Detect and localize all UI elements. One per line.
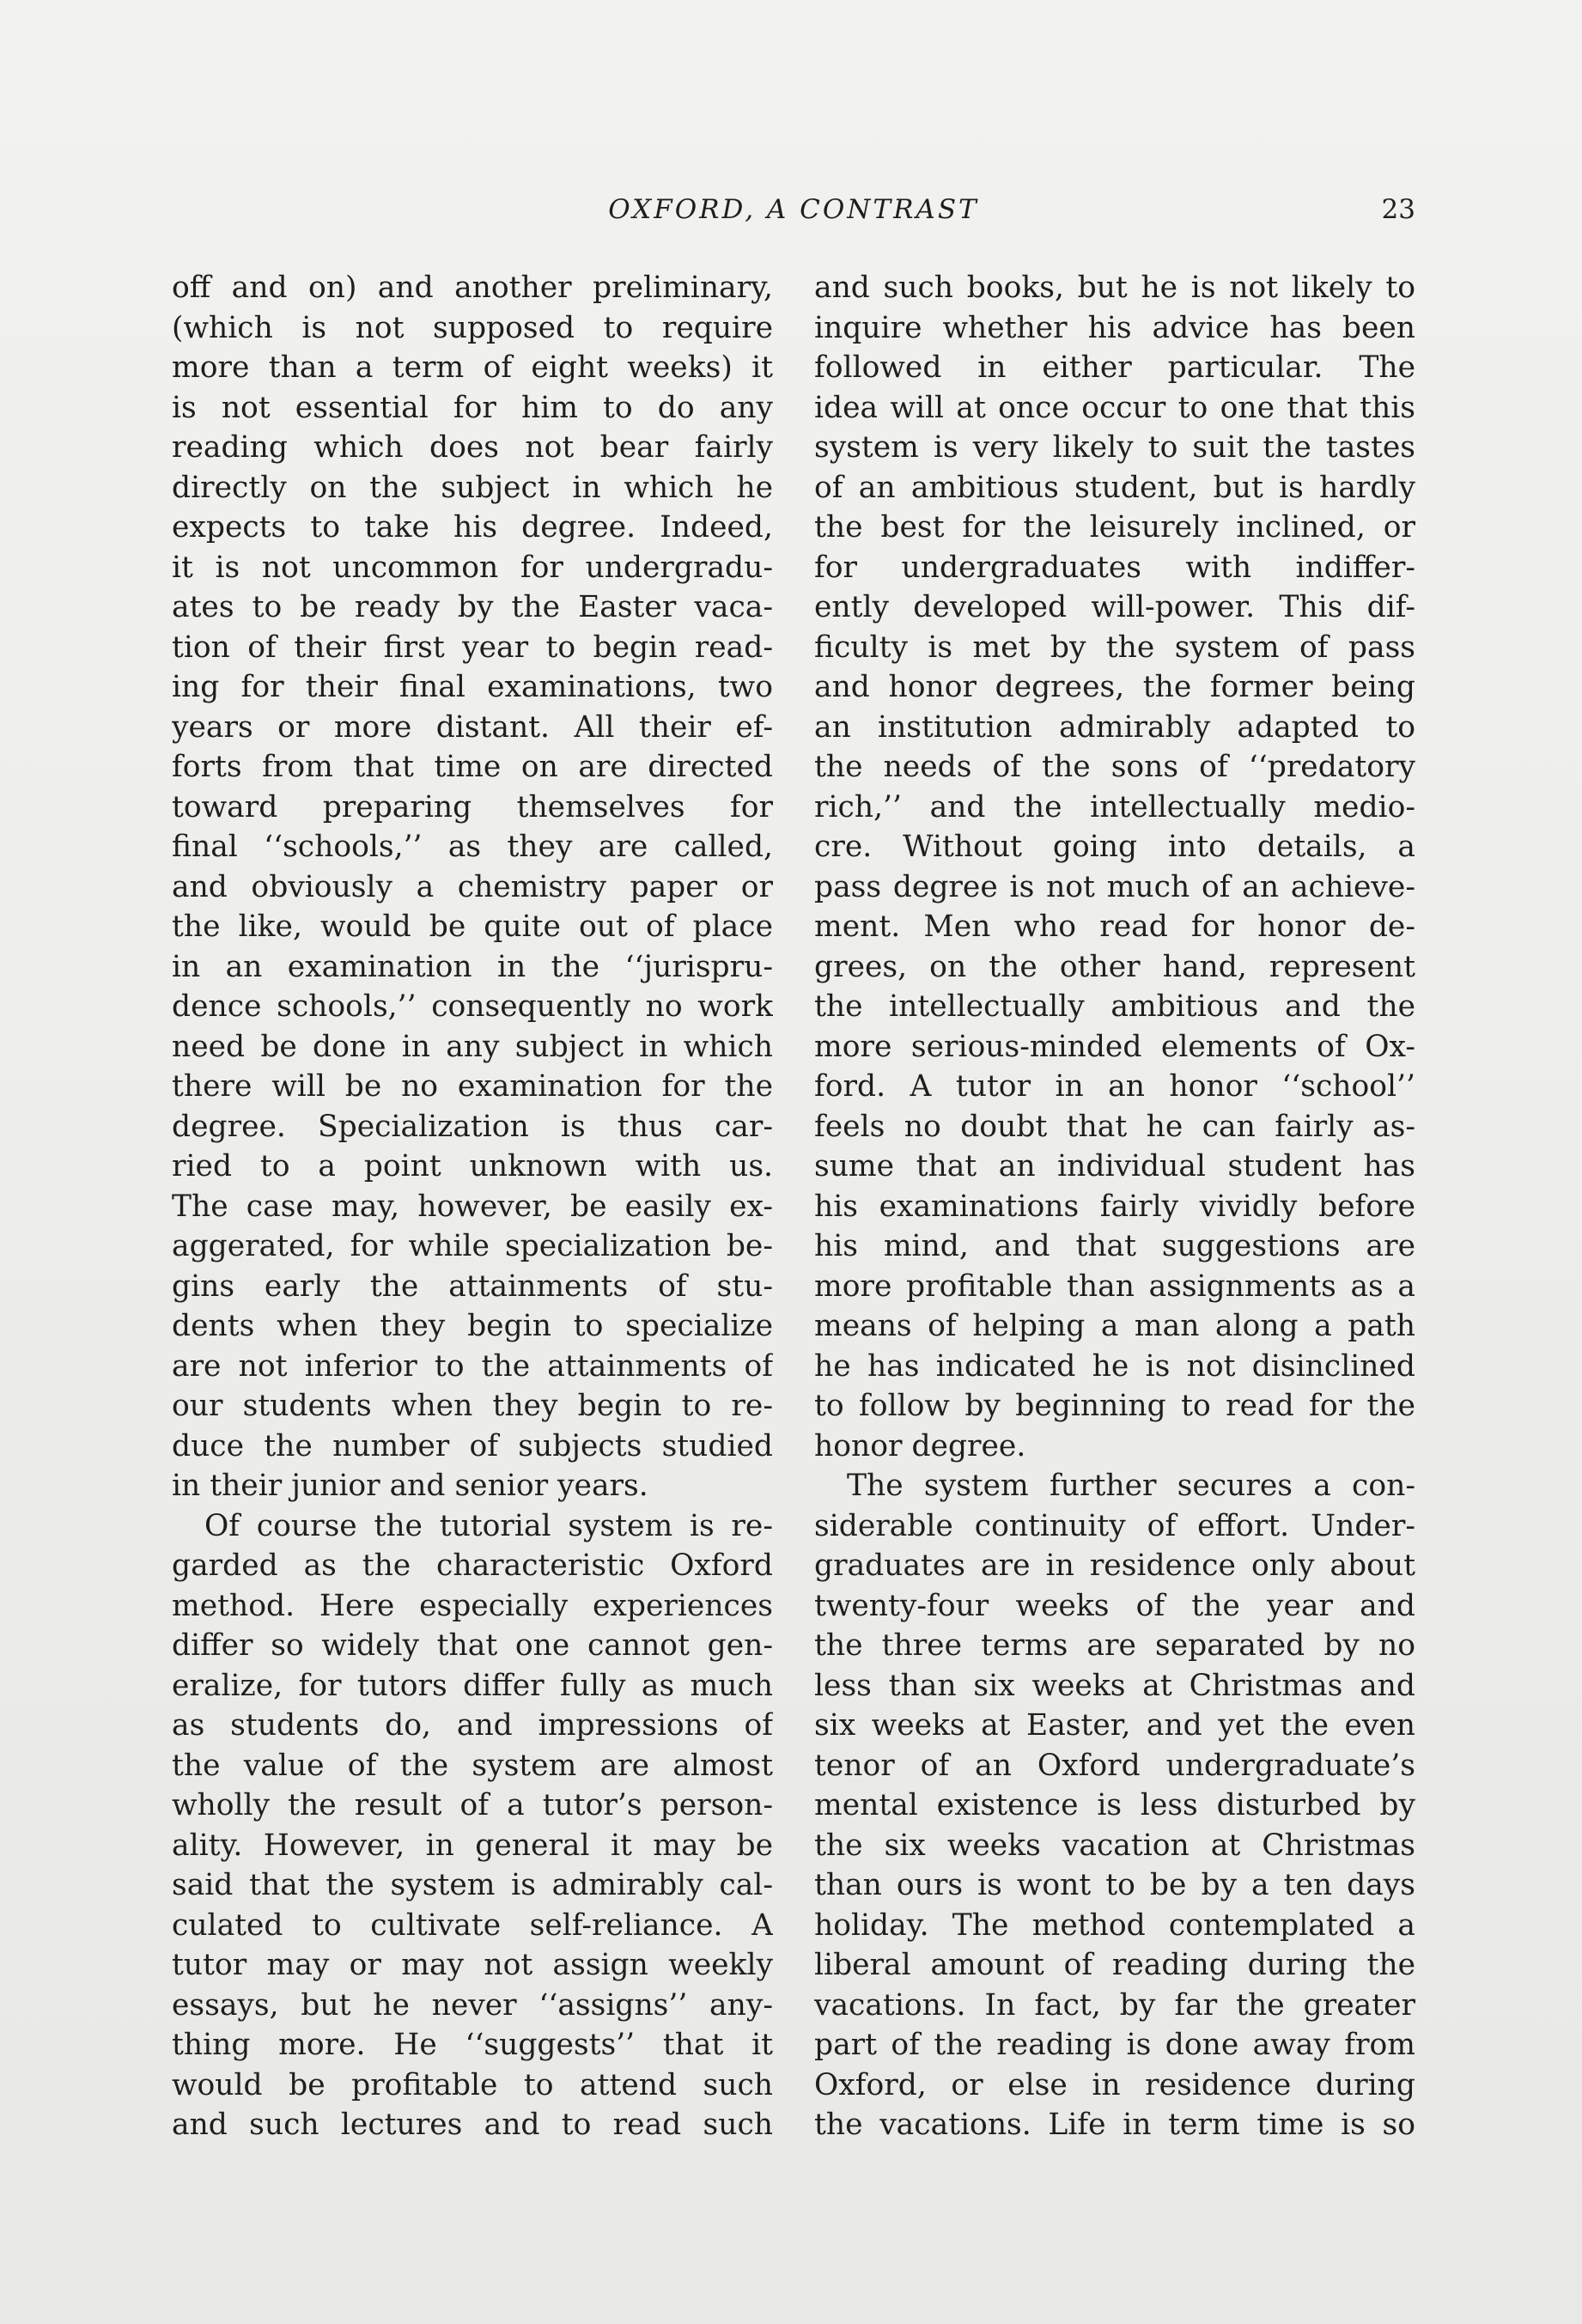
text-line: the three terms are separated by no (814, 1628, 1415, 1663)
text-line: is not essential for him to do any (172, 390, 773, 425)
text-line: followed in either particular. The (814, 350, 1415, 385)
text-line: The case may, however, be easily ex- (172, 1189, 773, 1224)
text-column-right (814, 268, 1415, 2145)
text-line: his examinations fairly vividly before (814, 1189, 1415, 1224)
text-line: Of course the tutorial system is re- (204, 1508, 773, 1543)
text-line: the vacations. Life in term time is so (814, 2108, 1415, 2142)
text-line: and such lectures and to read such (172, 2108, 773, 2142)
text-column-left (172, 268, 773, 2145)
text-line: and such books, but he is not likely to (814, 271, 1415, 305)
text-line: as students do, and impressions of (172, 1708, 773, 1743)
text-line: less than six weeks at Christmas and (814, 1668, 1415, 1703)
text-line: toward preparing themselves for (172, 789, 773, 824)
text-line: expects to take his degree. Indeed, (172, 510, 773, 544)
text-line: dents when they begin to specialize (172, 1309, 773, 1343)
text-line: duce the number of subjects studied (172, 1428, 773, 1463)
text-line: he has indicated he is not disinclined (814, 1348, 1415, 1384)
text-line: the six weeks vacation at Christmas (814, 1828, 1415, 1863)
text-line: garded as the characteristic Oxford (172, 1548, 773, 1583)
text-line: thing more. He ‘‘suggests’’ that it (172, 2028, 773, 2062)
text-line: ford. A tutor in an honor ‘‘school’’ (814, 1069, 1415, 1104)
text-line: and honor degrees, the former being (814, 670, 1415, 704)
text-line: culated to cultivate self-reliance. A (172, 1907, 773, 1943)
text-line: years or more distant. All their ef- (172, 709, 773, 745)
text-line: final ‘‘schools,’’ as they are called, (172, 830, 773, 864)
text-line: than ours is wont to be by a ten days (814, 1868, 1415, 1902)
text-line: ality. However, in general it may be (172, 1828, 773, 1863)
text-line: pass degree is not much of an achieve- (814, 869, 1415, 904)
text-line: the needs of the sons of ‘‘predatory (814, 750, 1415, 784)
text-line: tion of their first year to begin read- (172, 630, 773, 665)
text-line: ment. Men who read for honor de- (814, 910, 1415, 944)
text-line: graduates are in residence only about (814, 1548, 1415, 1583)
text-line: the intellectually ambitious and the (814, 989, 1415, 1024)
text-line: inquire whether his advice has been (814, 310, 1415, 345)
text-line: essays, but he never ‘‘assigns’’ any- (172, 1987, 773, 2023)
text-line: feels no doubt that he can fairly as- (814, 1109, 1415, 1144)
text-line: in an examination in the ‘‘jurispru- (172, 949, 773, 984)
text-line: grees, on the other hand, represent (814, 949, 1415, 984)
text-line: are not inferior to the attainments of (172, 1348, 773, 1384)
running-head (172, 194, 1415, 232)
text-line: to follow by beginning to read for the (814, 1389, 1415, 1423)
text-line: said that the system is admirably cal- (172, 1868, 773, 1902)
text-line: reading which does not bear fairly (172, 430, 773, 465)
text-line: the like, would be quite out of place (172, 910, 773, 944)
text-line: more serious-minded elements of Ox- (814, 1029, 1415, 1064)
text-line: off and on) and another preliminary, (172, 271, 773, 305)
text-line: ing for their final examinations, two (172, 670, 773, 704)
text-line: ficulty is met by the system of pass (814, 630, 1415, 665)
text-line: sume that an individual student has (814, 1149, 1415, 1183)
text-line: vacations. In fact, by far the greater (814, 1987, 1415, 2023)
text-line: tutor may or may not assign weekly (172, 1948, 773, 1982)
running-title: OXFORD, A CONTRAST (608, 194, 979, 225)
text-line: an institution admirably adapted to (814, 709, 1415, 745)
text-line: ates to be ready by the Easter vaca- (172, 590, 773, 624)
text-line: directly on the subject in which he (172, 470, 773, 505)
text-line: siderable continuity of effort. Under- (814, 1508, 1415, 1543)
text-line: there will be no examination for the (172, 1069, 773, 1104)
text-line: ried to a point unknown with us. (172, 1149, 773, 1183)
text-line: cre. Without going into details, a (814, 830, 1415, 864)
text-line: need be done in any subject in which (172, 1029, 773, 1064)
text-line: part of the reading is done away from (814, 2028, 1415, 2062)
text-line: liberal amount of reading during the (814, 1948, 1415, 1982)
text-line: six weeks at Easter, and yet the even (814, 1708, 1415, 1743)
text-line: mental existence is less disturbed by (814, 1788, 1415, 1822)
text-line: of an ambitious student, but is hardly (814, 470, 1415, 505)
text-line: honor degree. (814, 1428, 1026, 1463)
text-line: wholly the result of a tutor’s person- (172, 1788, 773, 1822)
text-line: differ so widely that one cannot gen- (172, 1628, 773, 1663)
text-line: more than a term of eight weeks) it (172, 350, 773, 385)
text-line: the value of the system are almost (172, 1748, 773, 1783)
text-line: means of helping a man along a path (814, 1309, 1415, 1343)
text-line: idea will at once occur to one that this (814, 390, 1415, 425)
text-line: forts from that time on are directed (172, 750, 773, 784)
text-line: degree. Specialization is thus car- (172, 1109, 773, 1144)
text-line: aggerated, for while specialization be- (172, 1229, 773, 1263)
page-number: 23 (1381, 194, 1415, 225)
text-line: for undergraduates with indiffer- (814, 550, 1415, 585)
text-line: gins early the attainments of stu- (172, 1268, 773, 1304)
text-line: dence schools,’’ consequently no work (172, 989, 773, 1024)
text-line: and obviously a chemistry paper or (172, 869, 773, 904)
text-line: (which is not supposed to require (172, 310, 773, 345)
text-line: in their junior and senior years. (172, 1469, 648, 1503)
text-line: eralize, for tutors differ fully as much (172, 1668, 773, 1703)
text-line: method. Here especially experiences (172, 1588, 773, 1623)
text-line: the best for the leisurely inclined, or (814, 510, 1415, 544)
text-line: holiday. The method contemplated a (814, 1907, 1415, 1943)
text-line: system is very likely to suit the tastes (814, 430, 1415, 465)
text-line: The system further secures a con- (847, 1469, 1415, 1503)
text-line: ently developed will-power. This dif- (814, 590, 1415, 624)
text-line: more profitable than assignments as a (814, 1268, 1415, 1304)
text-line: his mind, and that suggestions are (814, 1229, 1415, 1263)
text-line: twenty-four weeks of the year and (814, 1588, 1415, 1623)
text-line: tenor of an Oxford undergraduate’s (814, 1748, 1415, 1783)
text-line: our students when they begin to re- (172, 1389, 773, 1423)
text-line: Oxford, or else in residence during (814, 2067, 1415, 2102)
text-line: it is not uncommon for undergradu- (172, 550, 773, 585)
text-line: rich,’’ and the intellectually medio- (814, 789, 1415, 824)
text-line: would be profitable to attend such (172, 2067, 773, 2102)
